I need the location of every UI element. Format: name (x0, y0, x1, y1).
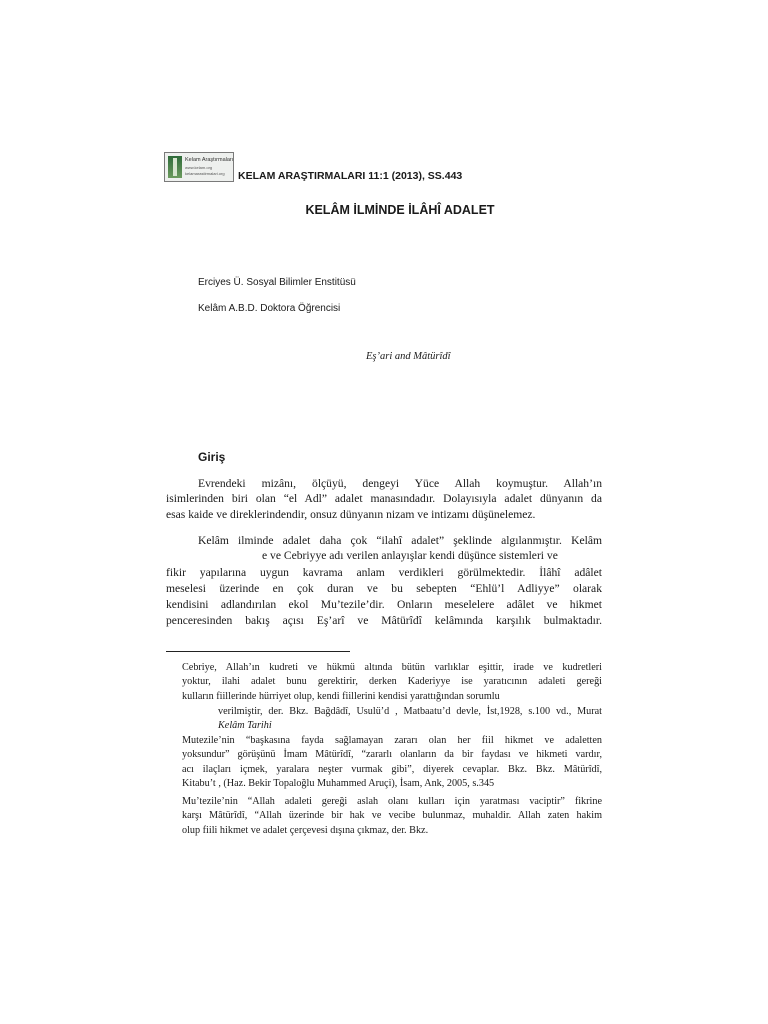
footnote-line: Mu’tezile’nin “Allah adaleti gereği aslah olanı kulları için yaratması vaciptir” fikrine (182, 796, 602, 807)
paragraph-line: isimlerinden biri olan “el Adl” adalet manasındadır. Dolayısıyla adalet dünyanın da (166, 492, 602, 505)
paragraph-line: esas kaide ve direklerindendir, onsuz dünyanın nizam ve intizamı düşünelemez. (166, 508, 536, 521)
footnote-line: Kelâm Tarihi (218, 720, 272, 731)
footnote-line: yoksundur” görüşünü İmam Mâtürîdî, “zararlı olanların da bir faydası ve hikmeti vardır, (182, 749, 602, 760)
logo-url-2: kelamarastirmalari.org (185, 171, 225, 176)
keywords: Eş’ari and Mâtürîdî (366, 351, 451, 362)
paragraph-line: meselesi üzerinde en çok duran ve bu sebepten “Ehlü’l Adliyye” olarak (166, 582, 602, 595)
footnote-line: Mutezile’nin “başkasına fayda sağlamayan zararı olan her fiil hikmet ve adaletten (182, 735, 602, 746)
author-affiliation: Erciyes Ü. Sosyal Bilimler Enstitüsü (198, 277, 356, 288)
article-title: KELÂM İLMİNDE İLÂHÎ ADALET (305, 203, 495, 217)
footnote-line: olup fiili hikmet ve adalet çerçevesi dışına çıkmaz, der. Bkz. (182, 825, 429, 836)
footnote-line: acı ilaçları içmek, yaralara neşter vurmak gibi”, diyerek cevaplar. Bkz. Bkz. Mâtürîdî, (182, 764, 602, 775)
journal-logo (164, 152, 234, 182)
paragraph-line: penceresinden bakış açısı Eş’arî ve Mâtürîdî kelâmında karşılık bulmaktadır. (166, 614, 602, 627)
footnote-line: Kitabu’t , (Haz. Bekir Topaloğlu Muhammed Aruçi), İsam, Ank, 2005, s.345 (182, 778, 495, 789)
paragraph-line: kendisini adlandırılan ekol Mu’tezile’dir. Onların meselelere adâlet ve hikmet (166, 598, 602, 611)
footnote-line: karşı Mâtürîdî, “Allah üzerinde bir hak ve vecibe bulunmaz, muhaldir. Allah zaten hakim (182, 810, 602, 821)
author-department: Kelâm A.B.D. Doktora Öğrencisi (198, 303, 341, 314)
paragraph-line: Kelâm ilminde adalet daha çok “ilahî adalet” şeklinde algılanmıştır. Kelâm (198, 534, 602, 547)
footnote-line: Cebriye, Allah’ın kudreti ve hükmü altında bütün varlıklar eşittir, irade ve kudretleri (182, 662, 602, 673)
footnote-line: yoktur, ilahi adalet bunu gerektirir, derken Kaderiyye ise yaratıcının adaleti gereği (182, 676, 602, 687)
journal-citation: KELAM ARAŞTIRMALARI 11:1 (2013), SS.443 (238, 170, 463, 182)
paragraph-line: Evrendeki mizânı, ölçüyü, dengeyi Yüce Allah koymuştur. Allah’ın (198, 477, 602, 490)
footnote-line: verilmiştir, der. Bkz. Bağdâdî, Usulü’d , Matbaatu’d devle, İst,1928, s.100 vd., Murat (218, 706, 602, 717)
logo-mark-icon (168, 156, 182, 178)
logo-text: Kelam Araştırmaları (185, 157, 234, 163)
footnote-line: kulların fiillerinde hürriyet olup, kendi fiillerini kendisi yarattığından sorumlu (182, 691, 500, 702)
logo-url: www.kelam.org (185, 165, 213, 170)
paragraph-line: e ve Cebriyye adı verilen anlayışlar kendi düşünce sistemleri ve (262, 549, 558, 562)
section-heading: Giriş (198, 450, 226, 464)
paragraph-line: fikir yapılarına uygun kavrama anlam verdikleri görülmektedir. İlâhî adâlet (166, 566, 602, 579)
footnote-separator (166, 651, 350, 652)
